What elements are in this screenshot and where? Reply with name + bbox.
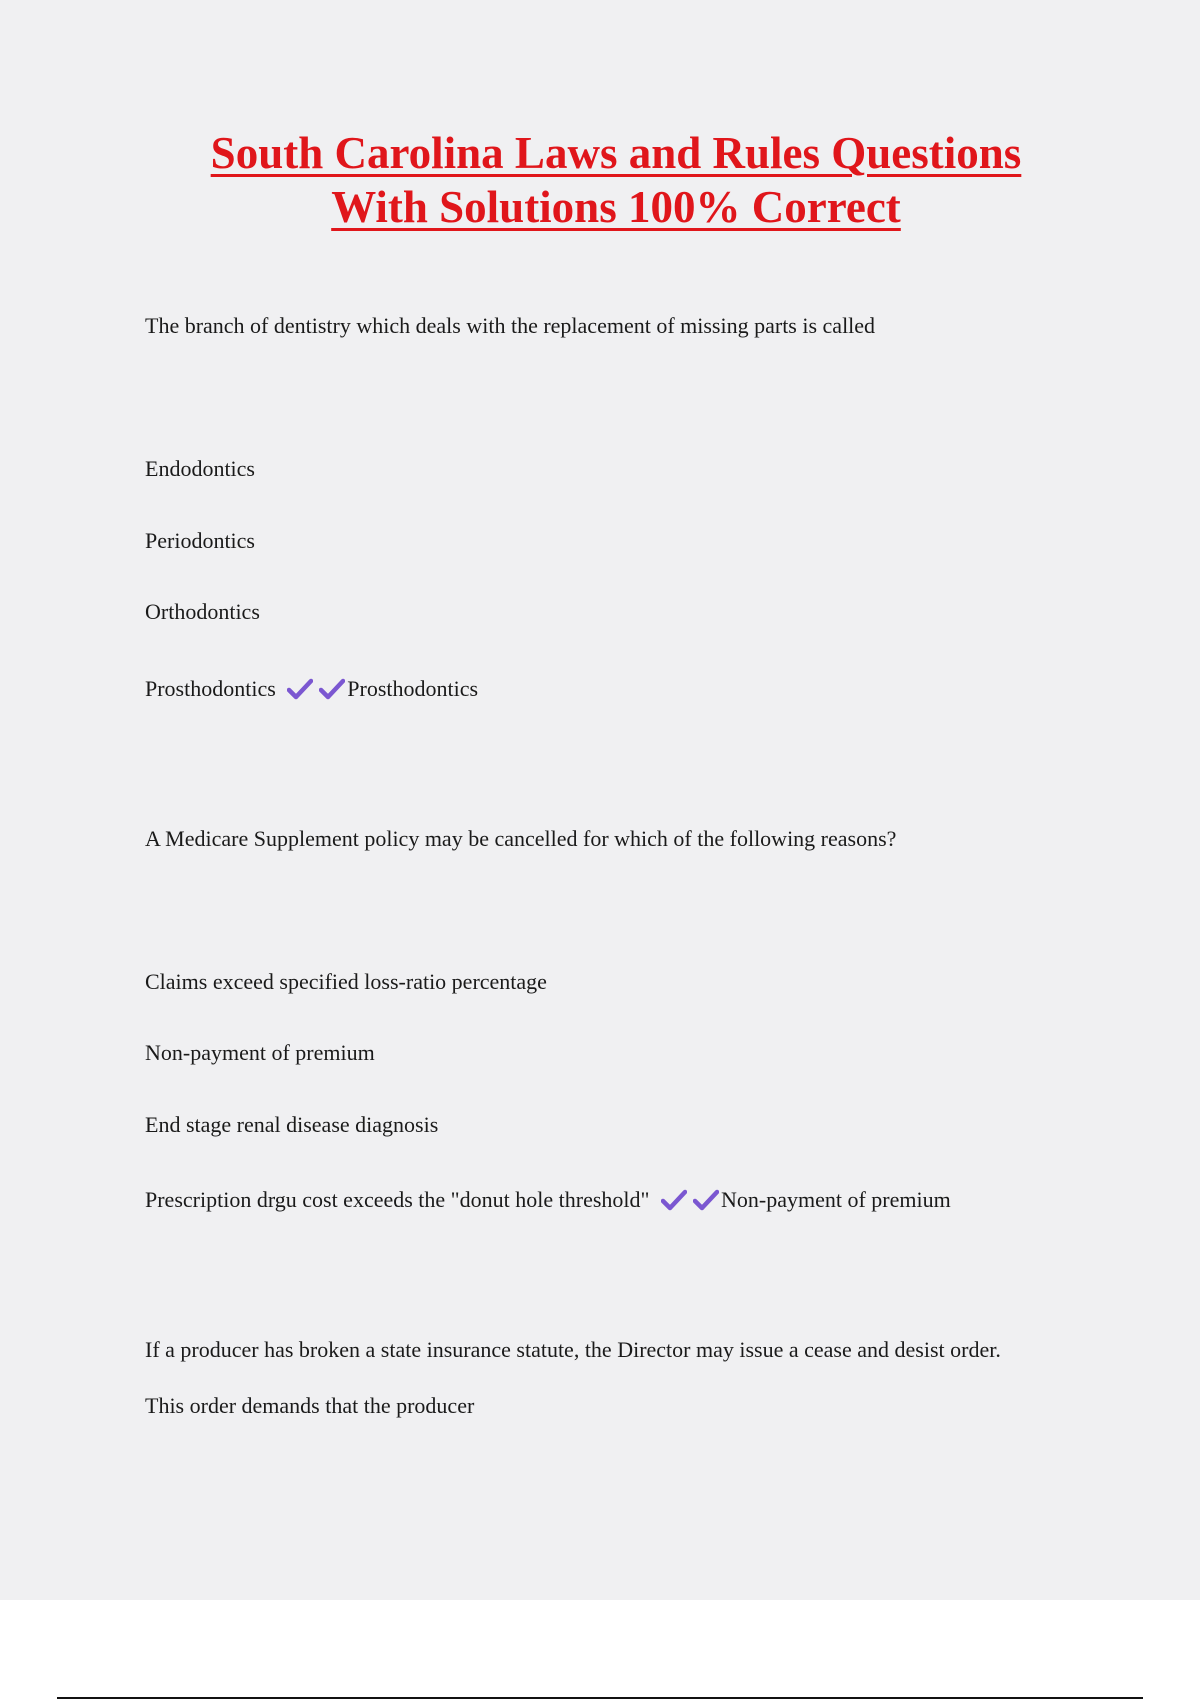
checkmark-icon xyxy=(661,1189,687,1211)
question-2-option-4: Prescription drgu cost exceeds the "donut hole threshold" xyxy=(145,1187,650,1212)
question-1-option-4: Prosthodontics xyxy=(145,676,276,701)
question-1-text: The branch of dentistry which deals with the replacement of missing parts is called xyxy=(145,313,876,338)
checkmark-icon xyxy=(287,678,313,700)
question-1-option-3: Orthodontics xyxy=(145,599,260,624)
question-3-text-line-1: If a producer has broken a state insurance statute, the Director may issue a cease and desist order. xyxy=(145,1337,1001,1362)
question-1-option-1: Endodontics xyxy=(145,456,255,481)
footer-divider xyxy=(57,1697,1143,1699)
question-2-option-3: End stage renal disease diagnosis xyxy=(145,1112,439,1137)
checkmark-icon xyxy=(693,1189,719,1211)
question-1-option-4-row xyxy=(145,675,478,703)
question-2-option-4-row xyxy=(145,1186,951,1214)
question-2-option-1: Claims exceed specified loss-ratio percentage xyxy=(145,969,547,994)
title-line-2: With Solutions 100% Correct xyxy=(331,182,901,232)
question-2-option-2: Non-payment of premium xyxy=(145,1040,375,1065)
question-1-option-2: Periodontics xyxy=(145,528,255,553)
document-title xyxy=(0,126,1200,234)
checkmark-icon xyxy=(319,678,345,700)
title-line-1: South Carolina Laws and Rules Questions xyxy=(210,128,1022,178)
question-3-text-line-2: This order demands that the producer xyxy=(145,1393,475,1418)
question-1-answer: Prosthodontics xyxy=(347,676,479,701)
question-2-answer: Non-payment of premium xyxy=(721,1187,951,1212)
question-2-text: A Medicare Supplement policy may be cancelled for which of the following reasons? xyxy=(145,826,897,851)
